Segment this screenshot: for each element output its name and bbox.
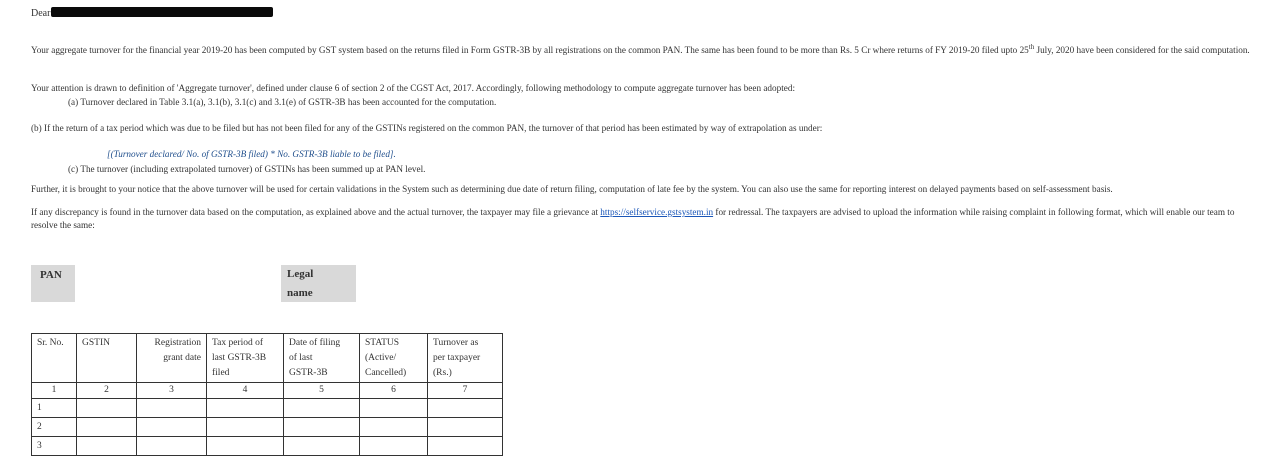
cell-turnover [428,399,503,418]
legal-name-label-line1: Legal [287,268,314,280]
cell-gstin [77,437,137,456]
legal-name-label-line2: name [287,287,313,299]
cell-status [360,418,428,437]
paragraph-turnover-computed [31,44,1261,57]
cell-turnover [428,437,503,456]
header-sr-no: Sr. No. [32,334,77,383]
legal-name-label-box [281,265,356,302]
cell-registration-date [137,399,207,418]
table-row [32,437,503,456]
cell-status [360,399,428,418]
cell-registration-date [137,418,207,437]
redacted-recipient-name [51,7,273,17]
header-status: STATUS (Active/ Cancelled) [360,334,428,383]
p1-main: Your aggregate turnover for the financial year 2019-20 has been computed by GST system based on the returns filed in Form GSTR-3B by all registrations on the common PAN. The same has been found to be more than Rs. 5 Cr where returns of FY 2019-20 filed upto 25 [31,45,1029,55]
header-registration-date: Registration grant date [137,334,207,383]
paragraph-grievance [31,206,1261,232]
cell-date-of-filing [284,418,360,437]
column-number: 2 [77,383,137,399]
header-gstin: GSTIN [77,334,137,383]
extrapolation-formula: [(Turnover declared/ No. of GSTR-3B filed) * No. GSTR-3B liable to be filed]. [107,149,396,159]
table-row [32,418,503,437]
p1-superscript: th [1028,42,1035,51]
cell-tax-period [207,418,284,437]
cell-tax-period [207,399,284,418]
pan-label-box [31,265,75,302]
row-sr-no: 3 [32,437,77,456]
header-date-of-filing: Date of filing of last GSTR-3B [284,334,360,383]
paragraph-validations: Further, it is brought to your notice that the above turnover will be used for certain validations in the System such as determining due date of return filing, computation of late fee by the system. You can also use the same for reporting interest on delayed payments based on self-assessment basis. [31,184,1113,194]
selfservice-link[interactable]: https://selfservice.gstsystem.in [600,207,714,217]
row-sr-no: 2 [32,418,77,437]
cell-turnover [428,418,503,437]
column-number: 7 [428,383,503,399]
greeting [31,7,273,19]
cell-gstin [77,418,137,437]
table-row [32,399,503,418]
table-column-number-row [32,383,503,399]
cell-date-of-filing [284,399,360,418]
header-tax-period: Tax period of last GSTR-3B filed [207,334,284,383]
cell-status [360,437,428,456]
greeting-text: Dear [31,8,51,19]
table-header-row [32,334,503,383]
column-number: 1 [32,383,77,399]
gstin-details-table [31,333,503,456]
cell-tax-period [207,437,284,456]
column-number: 3 [137,383,207,399]
column-number: 5 [284,383,360,399]
header-turnover: Turnover as per taxpayer (Rs.) [428,334,503,383]
paragraph-aggregate-definition: Your attention is drawn to definition of 'Aggregate turnover', defined under clause 6 of section 2 of the CGST Act, 2017. Accordingly, following methodology to compute aggregate turnover has been adopted: [31,83,795,93]
column-number: 4 [207,383,284,399]
p4-before: If any discrepancy is found in the turnover data based on the computation, as explained above and the actual turnover, the taxpayer may file a grievance at [31,207,601,217]
pan-label: PAN [40,269,62,281]
item-a: (a) Turnover declared in Table 3.1(a), 3.1(b), 3.1(c) and 3.1(e) of GSTR-3B has been accounted for the computation. [68,97,497,107]
row-sr-no: 1 [32,399,77,418]
item-c: (c) The turnover (including extrapolated turnover) of GSTINs has been summed up at PAN level. [68,164,426,174]
p4-after: for redressal. The taxpayers are advised to upload the information while raising complaint in following format, which will enable our team to resolve the same: [31,207,1235,230]
cell-date-of-filing [284,437,360,456]
cell-registration-date [137,437,207,456]
cell-gstin [77,399,137,418]
item-b: (b) If the return of a tax period which was due to be filed but has not been filed for any of the GSTINs registered on the common PAN, the turnover of that period has been estimated by way of extrapolation as under: [31,123,823,133]
column-number: 6 [360,383,428,399]
p1-tail: July, 2020 have been considered for the said computation. [1034,45,1250,55]
